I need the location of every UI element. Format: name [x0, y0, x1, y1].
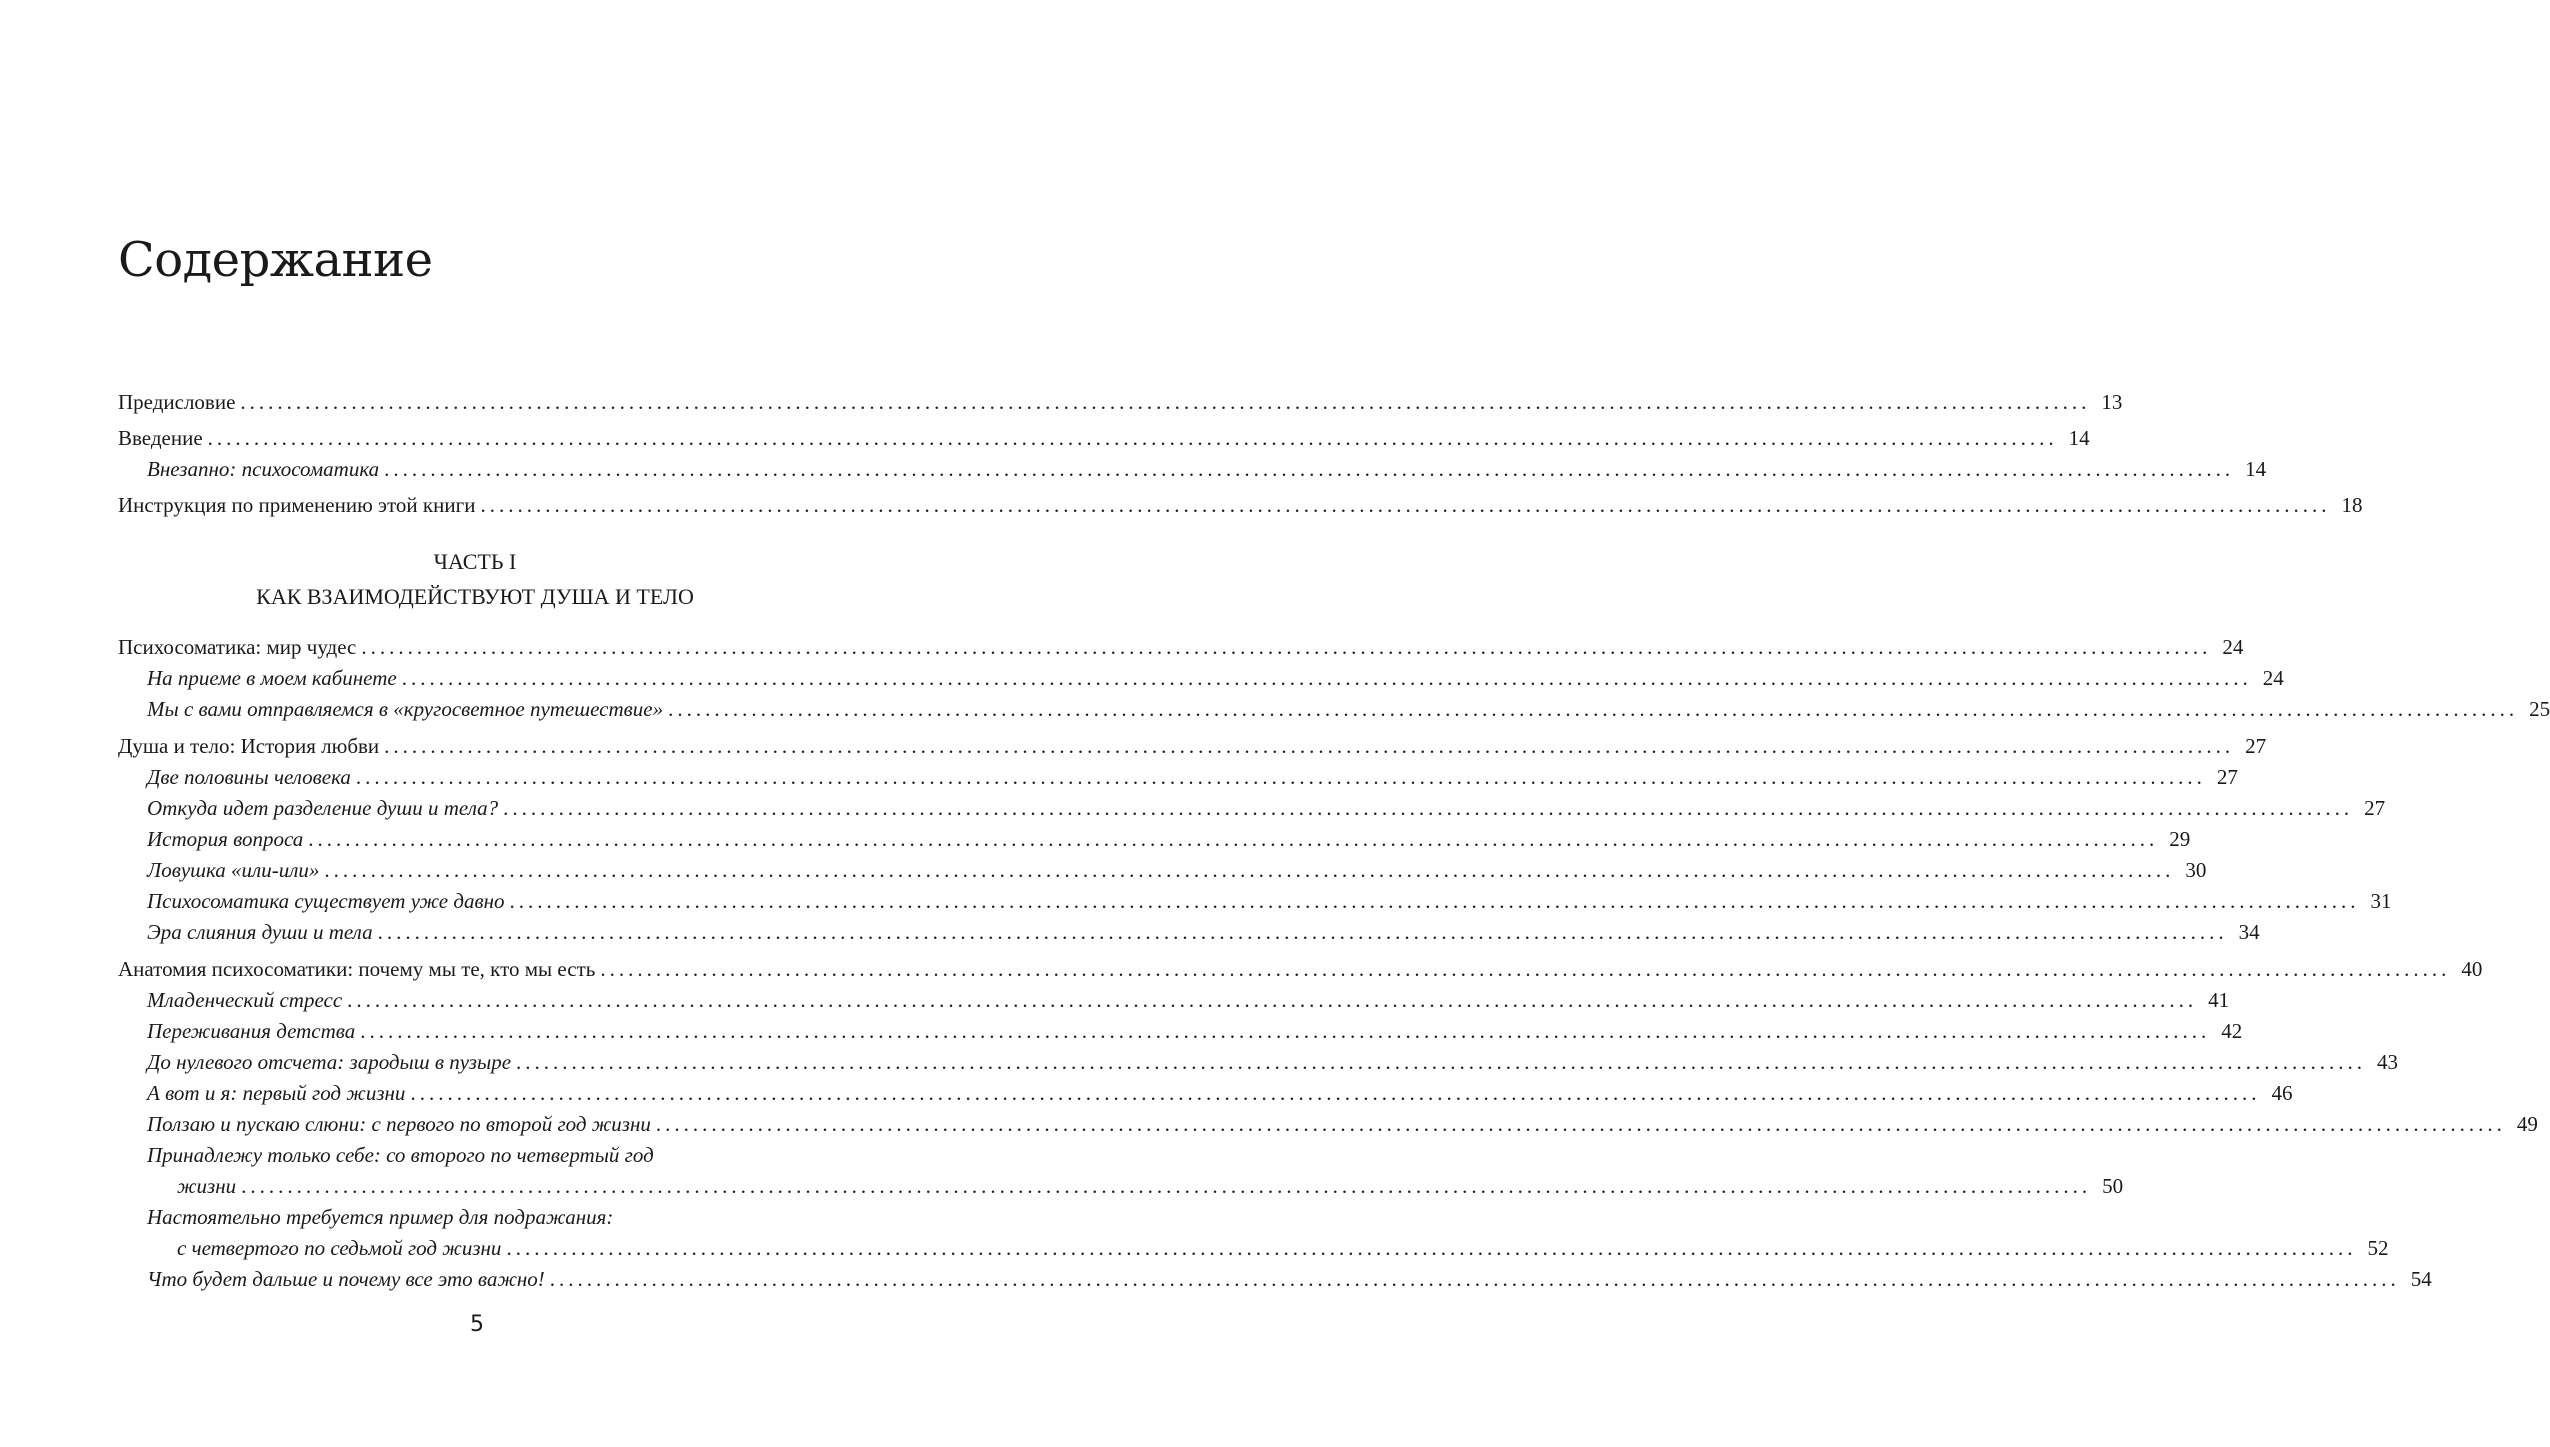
toc-entry-section[interactable]: [147, 985, 2230, 1015]
toc-entry-title: Анатомия психосоматики: почему мы те, кто мы есть: [118, 957, 596, 981]
leader-dots: ........................................................................................................................................................................................................: [361, 635, 2212, 659]
toc-entry-title: А вот и я: первый год жизни: [147, 1081, 406, 1105]
toc-entry-preface[interactable]: [118, 387, 2123, 417]
toc-entry-page: 13: [2101, 390, 2123, 414]
toc-entry-title: Эра слияния души и тела: [147, 920, 373, 944]
leader-dots: ........................................................................................................................................................................................................: [655, 1112, 2506, 1136]
leader-dots: ........................................................................................................................................................................................................: [355, 765, 2206, 789]
toc-entry-page: 50: [2102, 1174, 2124, 1198]
toc-entry-section[interactable]: [147, 824, 2191, 854]
toc-entry-instructions[interactable]: [118, 490, 2363, 520]
toc-entry-chapter[interactable]: [118, 954, 2483, 984]
toc-entry-title: Психосоматика существует уже давно: [147, 889, 505, 913]
toc-entry-title: Психосоматика: мир чудес: [118, 635, 357, 659]
toc-entry-page: 18: [2341, 493, 2363, 517]
toc-entry-title: Инструкция по применению этой книги: [118, 493, 476, 517]
toc-entry-section[interactable]: [177, 1171, 2124, 1201]
toc-entry-page: 54: [2410, 1267, 2432, 1291]
toc-entry-page: 40: [2461, 957, 2483, 981]
toc-entry-page: 41: [2208, 988, 2230, 1012]
toc-entry-section[interactable]: [147, 762, 2238, 792]
toc-entry-page: 30: [2185, 858, 2207, 882]
toc-entry-title: Ловушка «или-или»: [147, 858, 320, 882]
toc-entry-page: 27: [2216, 765, 2238, 789]
leader-dots: ........................................................................................................................................................................................................: [347, 988, 2198, 1012]
toc-entry-page: 14: [2245, 457, 2267, 481]
toc-entry-page: 24: [2222, 635, 2244, 659]
toc-entry-section[interactable]: [147, 886, 2392, 916]
toc-entry-page: 14: [2068, 426, 2090, 450]
leader-dots: ........................................................................................................................................................................................................: [668, 697, 2519, 721]
toc-entry-section[interactable]: [147, 1078, 2293, 1108]
part-label: ЧАСТЬ I: [433, 549, 517, 574]
toc-entry-title: Введение: [118, 426, 203, 450]
toc-entry-title: Мы с вами отправляемся в «кругосветное путешествие»: [147, 697, 664, 721]
leader-dots: ........................................................................................................................................................................................................: [324, 858, 2175, 882]
toc-entry-section[interactable]: [147, 917, 2260, 947]
toc-entry-continuation: жизни: [177, 1174, 237, 1198]
toc-entry-section[interactable]: [147, 1016, 2243, 1046]
toc-entry-title: Внезапно: психосоматика: [147, 457, 380, 481]
toc-entry-page: 42: [2221, 1019, 2243, 1043]
leader-dots: ........................................................................................................................................................................................................: [377, 920, 2228, 944]
toc-entry-title: Предисловие: [118, 390, 236, 414]
toc-entry-title: История вопроса: [147, 827, 304, 851]
toc-entry-section[interactable]: [147, 694, 2550, 724]
toc-entry-page: 34: [2238, 920, 2260, 944]
toc-entry-page: 27: [2364, 796, 2386, 820]
leader-dots: ........................................................................................................................................................................................................: [360, 1019, 2211, 1043]
toc-entry-section[interactable]: [147, 663, 2284, 693]
leader-dots: ........................................................................................................................................................................................................: [241, 1174, 2092, 1198]
toc-entry-section[interactable]: [147, 1109, 2538, 1139]
toc-entry-section[interactable]: [147, 855, 2207, 885]
toc-entry-section[interactable]: [147, 1264, 2432, 1294]
toc-entry-page: 31: [2370, 889, 2392, 913]
leader-dots: ........................................................................................................................................................................................................: [401, 666, 2252, 690]
page-title: Содержание: [118, 232, 433, 288]
toc-entry-chapter[interactable]: [118, 632, 2244, 662]
toc-entry-page: 27: [2245, 734, 2267, 758]
leader-dots: ........................................................................................................................................................................................................: [509, 889, 2360, 913]
toc-entry-title: Две половины человека: [147, 765, 351, 789]
leader-dots: ........................................................................................................................................................................................................: [207, 426, 2058, 450]
leader-dots: ........................................................................................................................................................................................................: [308, 827, 2159, 851]
toc-entry-title: Что будет дальше и почему все это важно!: [147, 1267, 545, 1291]
leader-dots: ........................................................................................................................................................................................................: [384, 457, 2235, 481]
toc-entry-title: Переживания детства: [147, 1019, 356, 1043]
leader-dots: ........................................................................................................................................................................................................: [503, 796, 2354, 820]
toc-entry-page: 24: [2262, 666, 2284, 690]
toc-entry-section[interactable]: [147, 793, 2386, 823]
toc-entry-introduction[interactable]: [118, 423, 2090, 453]
leader-dots: ........................................................................................................................................................................................................: [549, 1267, 2400, 1291]
toc-entry-chapter[interactable]: [118, 731, 2267, 761]
toc-entry-title-line[interactable]: Принадлежу только себе: со второго по четвертый год: [147, 1143, 654, 1167]
leader-dots: ........................................................................................................................................................................................................: [600, 957, 2451, 981]
toc-entry-page: 25: [2529, 697, 2550, 721]
toc-entry-page: 52: [2367, 1236, 2389, 1260]
toc-entry-title: Ползаю и пускаю слюни: с первого по второй год жизни: [147, 1112, 651, 1136]
toc-entry-page: 29: [2169, 827, 2191, 851]
toc-entry-title: Откуда идет разделение души и тела?: [147, 796, 499, 820]
leader-dots: ........................................................................................................................................................................................................: [240, 390, 2091, 414]
leader-dots: ........................................................................................................................................................................................................: [384, 734, 2235, 758]
toc-entry-title: Младенческий стресс: [147, 988, 343, 1012]
toc-entry-continuation: с четвертого по седьмой год жизни: [177, 1236, 502, 1260]
toc-entry-section[interactable]: [177, 1233, 2389, 1263]
toc-entry-sudden-psychosomatics[interactable]: [147, 454, 2267, 484]
leader-dots: ........................................................................................................................................................................................................: [516, 1050, 2367, 1074]
page-number: 5: [470, 1312, 484, 1337]
toc-entry-section[interactable]: [147, 1047, 2399, 1077]
leader-dots: ........................................................................................................................................................................................................: [410, 1081, 2261, 1105]
toc-entry-title: На приеме в моем кабинете: [147, 666, 397, 690]
toc-entry-page: 46: [2271, 1081, 2293, 1105]
toc-entry-page: 49: [2516, 1112, 2538, 1136]
leader-dots: ........................................................................................................................................................................................................: [480, 493, 2331, 517]
toc-entry-title: До нулевого отсчета: зародыш в пузыре: [147, 1050, 512, 1074]
toc-entry-title-line[interactable]: Настоятельно требуется пример для подражания:: [147, 1205, 614, 1229]
toc-entry-title: Душа и тело: История любви: [118, 734, 380, 758]
part-title: КАК ВЗАИМОДЕЙСТВУЮТ ДУША И ТЕЛО: [256, 584, 694, 609]
toc-entry-page: 43: [2377, 1050, 2399, 1074]
leader-dots: ........................................................................................................................................................................................................: [506, 1236, 2357, 1260]
